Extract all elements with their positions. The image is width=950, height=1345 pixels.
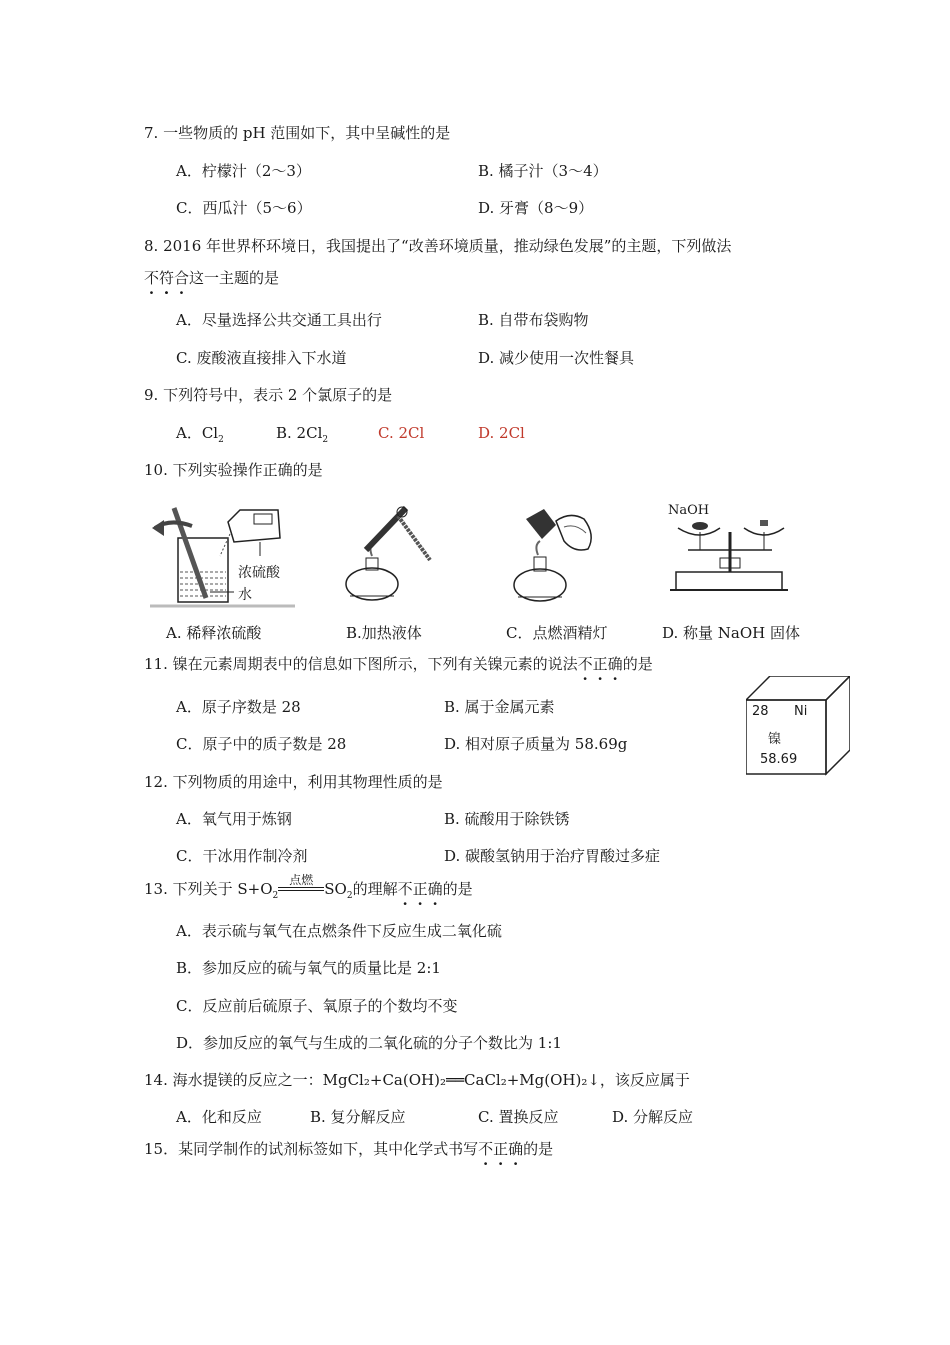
label-naoh: NaOH: [668, 503, 710, 518]
q9-option-b: B. $2Cl_2$: [276, 424, 329, 445]
q13-option-d: D．参加反应的氧气与生成的二氧化硫的分子个数比为 1:1: [176, 1034, 562, 1052]
caption-d: D. 称量 NaOH 固体: [662, 624, 801, 642]
q10-stem: 10. 下列实验操作正确的是: [144, 461, 323, 479]
q8-option-c: C. 废酸液直接排入下水道: [176, 349, 347, 367]
q7-stem: 7. 一些物质的 pH 范围如下，其中呈碱性的是: [144, 124, 451, 142]
q11-option-b: B. 属于金属元素: [444, 698, 555, 716]
q11-stem: 11. 镍在元素周期表中的信息如下图所示，下列有关镍元素的说法不正确的是: [144, 655, 653, 673]
q12-option-d: D. 碳酸氢钠用于治疗胃酸过多症: [444, 847, 661, 865]
q13-option-b: B．参加反应的硫与氧气的质量比是 2:1: [176, 959, 441, 977]
q13-stem: 13. 下列关于 $S+O_2$ 点燃 $SO_2$的理解不正确的是: [144, 873, 473, 901]
figure-dilute-acid: [150, 498, 295, 610]
q9-stem: 9. 下列符号中，表示 2 个氯原子的是: [144, 386, 393, 404]
caption-b: B.加热液体: [346, 624, 422, 642]
q8-emphasis: 不符合: [144, 269, 190, 287]
element-name: 镍: [768, 732, 782, 747]
q14-stem: 14. 海水提镁的反应之一：MgCl₂+Ca(OH)₂══CaCl₂+Mg(OH)₂↓，该反应属于: [144, 1071, 690, 1089]
q7-option-b: B. 橘子汁（3～4）: [478, 162, 608, 180]
label-water: 水: [238, 587, 252, 603]
q15-stem: 15．某同学制作的试剂标签如下，其中化学式书写不正确的是: [144, 1140, 554, 1158]
q13-emphasis: 不正确: [397, 880, 443, 898]
q13-option-a: A．表示硫与氧气在点燃条件下反应生成二氧化硫: [176, 922, 502, 940]
element-symbol: Ni: [794, 704, 808, 719]
q12-option-c: C．干冰用作制冷剂: [176, 847, 308, 865]
element-card-nickel: [746, 676, 850, 776]
caption-c: C．点燃酒精灯: [506, 624, 608, 642]
q9-option-a: A．$Cl_2$: [176, 424, 224, 445]
q11-option-c: C．原子中的质子数是 28: [176, 735, 347, 753]
atomic-number: 28: [752, 704, 769, 719]
q9-option-d: D. 2Cl: [478, 424, 525, 442]
q8-option-d: D. 减少使用一次性餐具: [478, 349, 635, 367]
q7-option-c: C．西瓜汁（5～6）: [176, 199, 312, 217]
reaction-condition: 点燃: [278, 880, 324, 900]
q8-stem-line2: [144, 268, 279, 288]
q8-option-a: A．尽量选择公共交通工具出行: [176, 311, 382, 329]
q7-option-d: D. 牙膏（8～9）: [478, 199, 594, 217]
q13-option-c: C．反应前后硫原子、氧原子的个数均不变: [176, 997, 458, 1015]
q12-stem: 12. 下列物质的用途中，利用其物理性质的是: [144, 773, 443, 791]
q11-option-d: D. 相对原子质量为 58.69g: [444, 735, 628, 753]
q14-option-c: C. 置换反应: [478, 1108, 559, 1126]
q8-stem-tail: 这一主题的是: [189, 269, 280, 287]
q14-option-b: B. 复分解反应: [310, 1108, 406, 1126]
q12-option-b: B. 硫酸用于除铁锈: [444, 810, 570, 828]
q7-option-a: A．柠檬汁（2～3）: [176, 162, 311, 180]
q15-emphasis: 不正确: [478, 1140, 524, 1158]
q8-stem-line1: 8. 2016 年世界杯环境日，我国提出了“改善环境质量，推动绿色发展”的主题，下列做法: [144, 237, 732, 255]
q11-option-a: A．原子序数是 28: [176, 698, 301, 716]
caption-a: A. 稀释浓硫酸: [166, 624, 262, 642]
label-concentrated-acid: 浓硫酸: [238, 565, 280, 581]
q9-option-c: C. 2Cl: [378, 424, 425, 442]
q8-option-b: B. 自带布袋购物: [478, 311, 589, 329]
atomic-mass: 58.69: [760, 752, 798, 767]
figure-light-alcohol-lamp: [508, 505, 608, 609]
q14-option-a: A．化和反应: [176, 1108, 262, 1126]
figure-heating-liquid: [338, 500, 438, 608]
q14-option-d: D. 分解反应: [612, 1108, 694, 1126]
q12-option-a: A．氧气用于炼钢: [176, 810, 292, 828]
q11-emphasis: 不正确: [577, 655, 623, 673]
